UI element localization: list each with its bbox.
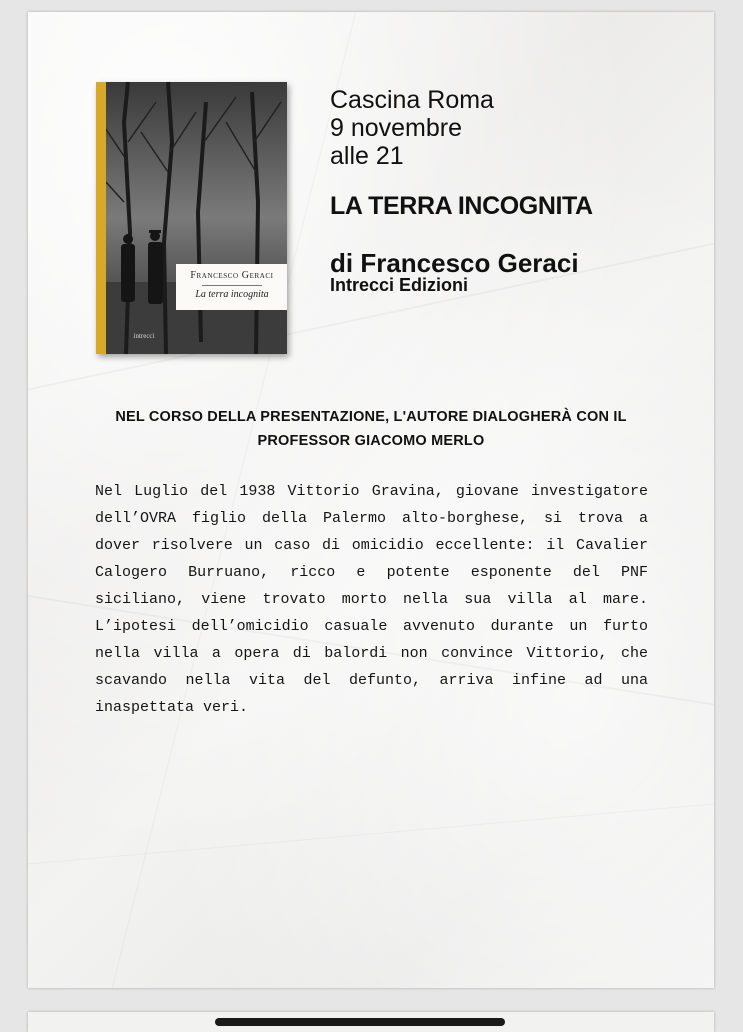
book-cover-rule [202, 285, 262, 286]
event-poster [28, 12, 714, 988]
book-author: di Francesco Geraci [330, 248, 579, 278]
book-cover-publisher-mark: intrecci [133, 332, 155, 340]
book-title: LA TERRA INCOGNITA [330, 192, 593, 220]
book-cover-image [96, 82, 287, 354]
book-description: Nel Luglio del 1938 Vittorio Gravina, giovane investigatore dell’OVRA figlio della Palermo alto-borghese, si trova a dover risolvere un caso di omicidio eccellente: il Cavalier Calogero Burruano, ricco e potente esponente del PNF siciliano, viene trovato morto nella sua villa al mare. L’ipotesi dell’omicidio casuale avvenuto durante un furto nella villa a opera di balordi non convince Vittorio, che scavando nella vita del defunto, arriva infine ad una inaspettata veri. [95, 483, 648, 716]
book-cover-author: Francesco Geraci [190, 270, 274, 281]
next-post-handle [215, 1018, 505, 1026]
venue-name: Cascina Roma [330, 86, 494, 114]
book-cover-photo [106, 82, 287, 354]
presentation-notice: NEL CORSO DELLA PRESENTAZIONE, L'AUTORE DIALOGHERÀ CON IL PROFESSOR GIACOMO MERLO [115, 409, 627, 449]
event-time: alle 21 [330, 142, 404, 170]
book-publisher: Intrecci Edizioni [330, 275, 469, 295]
paper-crease [28, 797, 714, 868]
book-cover-label [176, 264, 287, 310]
book-spine [96, 82, 106, 354]
event-date: 9 novembre [330, 114, 463, 142]
book-cover-title: La terra incognita [195, 289, 269, 300]
event-venue-date [330, 86, 494, 170]
